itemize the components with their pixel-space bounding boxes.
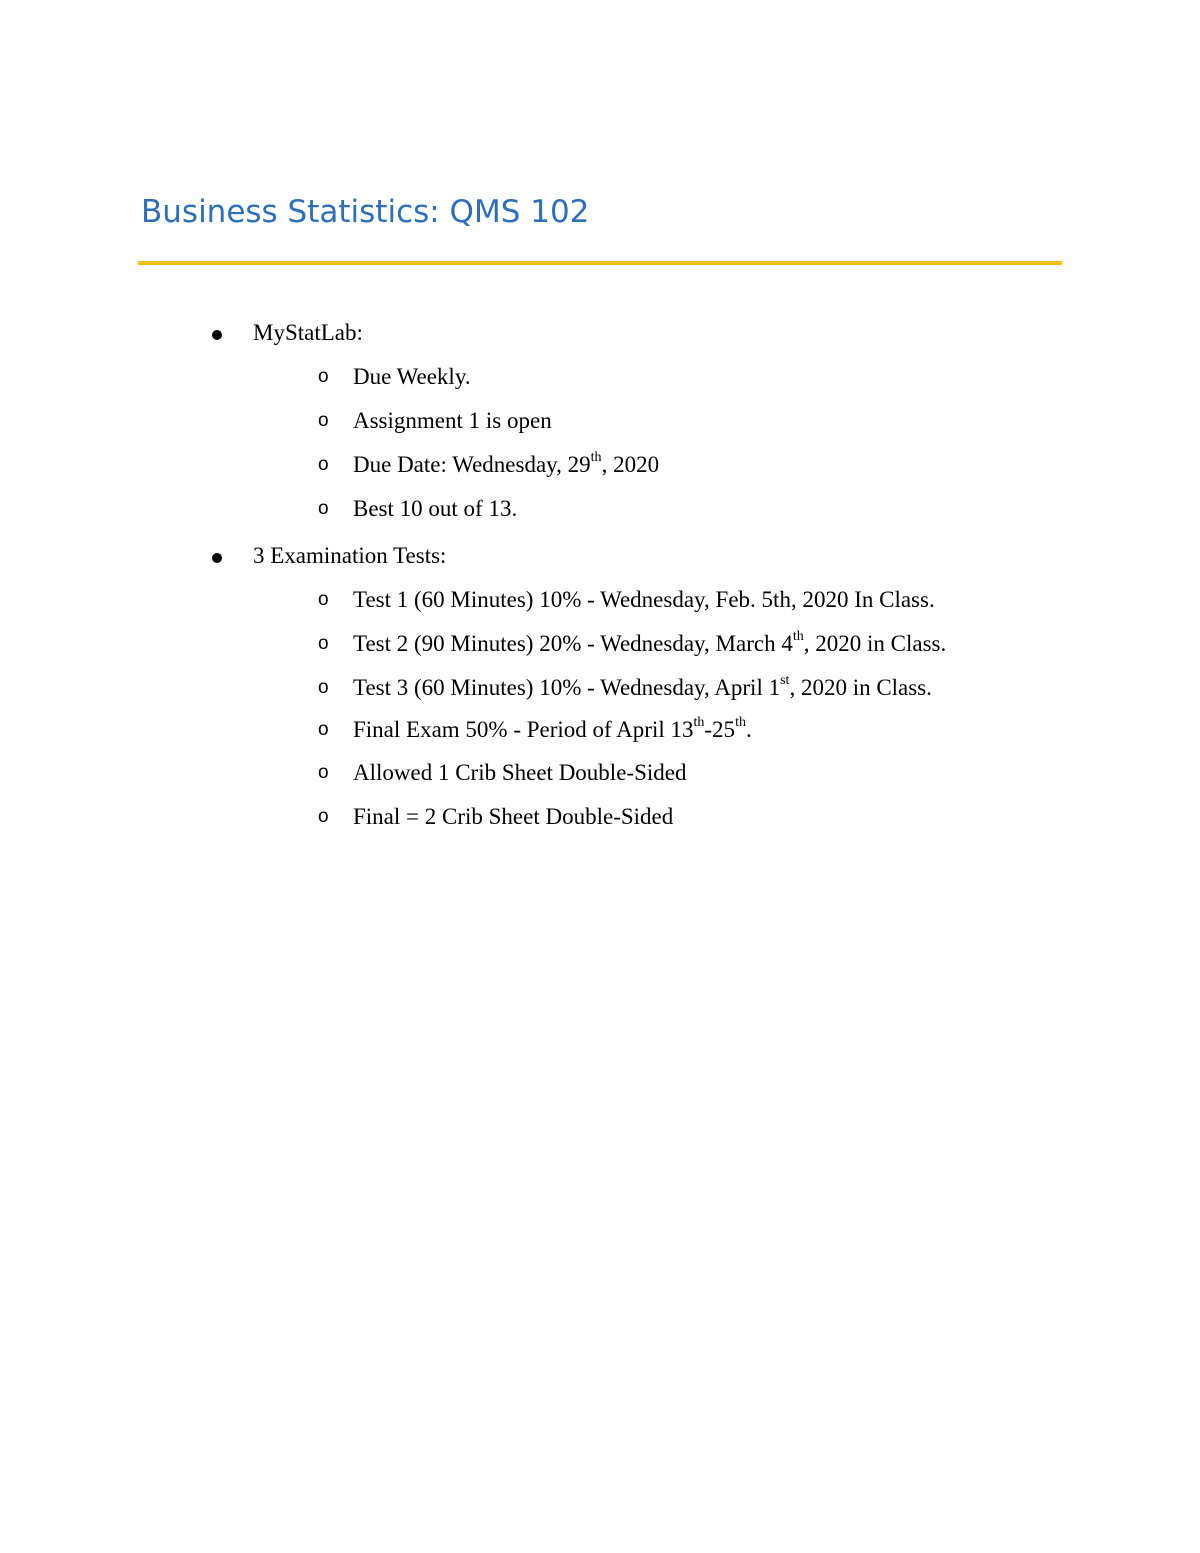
title-underline <box>138 261 1062 265</box>
bullet-circle: o <box>318 677 329 698</box>
list-item-text: Test 3 (60 Minutes) 10% - Wednesday, April 1st, 2020 in Class. <box>353 673 932 700</box>
section-label: 3 Examination Tests: <box>253 543 447 568</box>
section-label: MyStatLab: <box>253 320 363 345</box>
bullet-circle: o <box>318 633 329 654</box>
bullet-disc <box>212 318 222 348</box>
list-item-text: Final Exam 50% - Period of April 13th-25th. <box>353 715 752 742</box>
list-item-text: Best 10 out of 13. <box>353 496 518 521</box>
list-item-text: Allowed 1 Crib Sheet Double-Sided <box>353 760 687 785</box>
document-title: Business Statistics: QMS 102 <box>141 194 590 230</box>
bullet-circle: o <box>318 454 329 475</box>
bullet-disc <box>212 541 222 571</box>
bullet-circle: o <box>318 806 329 827</box>
bullet-circle: o <box>318 410 329 431</box>
list-item-text: Assignment 1 is open <box>353 408 552 433</box>
bullet-circle: o <box>318 719 329 740</box>
bullet-circle: o <box>318 366 329 387</box>
list-item-text: Due Date: Wednesday, 29th, 2020 <box>353 450 660 477</box>
list-item-text: Final = 2 Crib Sheet Double-Sided <box>353 804 674 829</box>
list-item-text: Test 1 (60 Minutes) 10% - Wednesday, Feb. 5th, 2020 In Class. <box>353 587 935 612</box>
list-item-text: Test 2 (90 Minutes) 20% - Wednesday, March 4th, 2020 in Class. <box>353 629 947 656</box>
bullet-circle: o <box>318 498 329 519</box>
bullet-circle: o <box>318 762 329 783</box>
list-item-text: Due Weekly. <box>353 364 471 389</box>
bullet-circle: o <box>318 589 329 610</box>
